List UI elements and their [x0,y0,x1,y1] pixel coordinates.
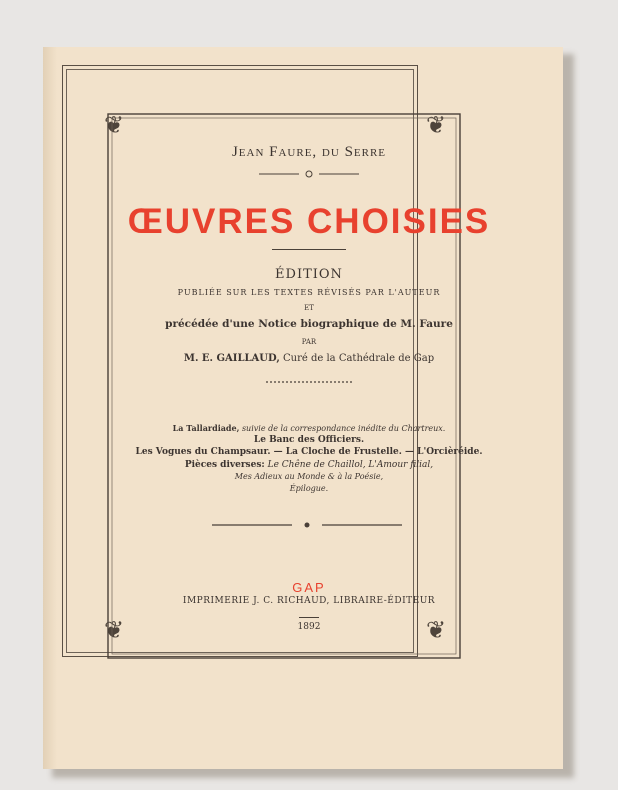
year-rule [299,617,319,618]
works-line-1-title: La Tallardiade, [172,423,240,433]
works-divider-icon [212,520,402,530]
works-line-4-title: Pièces diverses: [184,460,265,470]
title-rule [272,249,346,250]
edition-heading: ÉDITION [275,267,343,282]
corner-ornament-icon: ❦ [426,111,447,139]
notice-line: précédée d'une Notice biographique de M. Faure [165,318,453,330]
works-line-1-rest: suivie de la correspondance inédite du Chartreux. [241,424,446,433]
works-line-1 [0,423,618,433]
editor-line [0,353,618,364]
corner-ornament-icon: ❦ [104,616,125,644]
par-line: PAR [301,338,317,346]
frame-lines [106,112,462,660]
dotted-divider-icon [266,378,352,386]
et-line: ET [304,304,314,312]
publication-year: 1892 [297,622,321,632]
publisher-city: GAP [292,580,326,595]
editor-name: M. E. GAILLAUD, [183,353,280,364]
works-line-2: Le Banc des Officiers. [253,435,365,445]
published-line: PUBLIÉE SUR LES TEXTES RÉVISÉS PAR L'AUTEUR [177,288,441,297]
printer-line: IMPRIMERIE J. C. RICHAUD, LIBRAIRE-ÉDITEUR [182,596,436,606]
works-line-6: Épilogue. [289,484,329,493]
editor-title: Curé de la Cathédrale de Gap [283,353,435,364]
works-line-3: Les Vogues du Champsaur. — La Cloche de Frustelle. — L'Orcièréide. [135,447,483,457]
author-divider-icon [259,169,359,179]
book-title: ŒUVRES CHOISIES [127,202,491,241]
corner-ornament-icon: ❦ [426,616,447,644]
corner-ornament-icon: ❦ [104,111,125,139]
works-line-5: Mes Adieux au Monde & à la Poésie, [234,472,384,481]
works-line-4-rest: Le Chêne de Chaillol, L'Amour filial, [267,460,434,470]
author-name: Jean Faure, du Serre [231,144,387,160]
works-line-4 [0,460,618,470]
